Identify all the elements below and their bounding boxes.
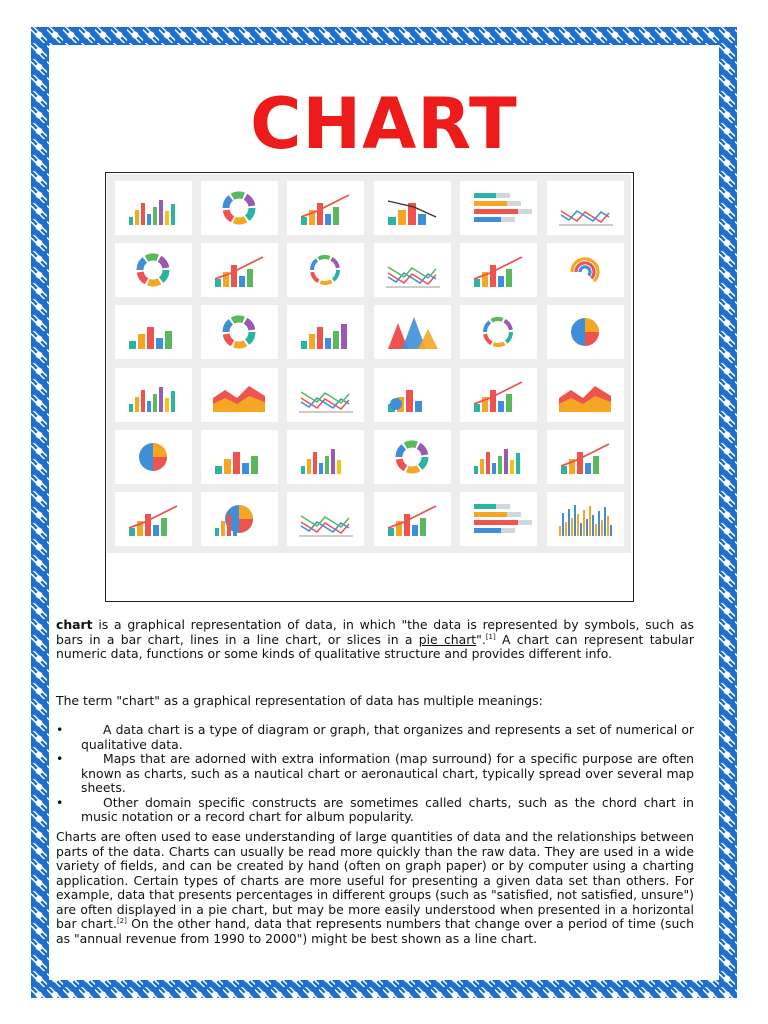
stacked-area-chart-icon <box>547 368 624 422</box>
radial-chart-icon <box>547 243 624 297</box>
donut-chart-icon <box>201 181 278 235</box>
bar-line-chart-icon <box>460 368 537 422</box>
multi-line-chart-icon <box>374 243 451 297</box>
list-item <box>56 796 694 825</box>
rising-bar-chart-icon <box>201 243 278 297</box>
dense-bar-chart-icon <box>547 492 624 546</box>
grid-line-chart-icon <box>287 368 364 422</box>
meanings-intro: The term "chart" as a graphical representation of data has multiple meanings: <box>56 693 543 708</box>
bullet-mark: • <box>56 794 64 810</box>
stacked-column-chart-icon <box>287 305 364 359</box>
multi-line-chart-icon <box>287 492 364 546</box>
list-item <box>56 752 694 796</box>
list-item-text: Other domain specific constructs are sometimes called charts, such as the chord chart in music notation or a record chart for album popularity. <box>81 794 694 824</box>
column-chart-icon <box>201 430 278 484</box>
reference-1[interactable]: [1] <box>485 632 496 641</box>
intro-text: is a graphical representation of data, in which "the data is represented by symbols, such as bars in a bar chart, lines in a line chart, or slices in a <box>56 617 694 647</box>
list-item-text: A data chart is a type of diagram or graph, that organizes and represents a set of numerical or qualitative data. <box>81 722 694 752</box>
small-bar-chart-icon <box>287 430 364 484</box>
list-item <box>56 723 694 752</box>
chart-icons-grid <box>107 174 631 553</box>
intro-term: chart <box>56 617 93 632</box>
line-chart-icon <box>547 181 624 235</box>
intro-after-link: ". <box>476 631 486 647</box>
bar-chart-icon <box>460 430 537 484</box>
stacked-bar-chart-icon <box>460 181 537 235</box>
bar-chart-icon <box>115 368 192 422</box>
bullet-mark: • <box>56 722 64 737</box>
bar-line-chart-icon <box>547 430 624 484</box>
intro-text-rest: A chart can represent tabular numeric data, functions or some kinds of qualitative structure and provides different info. <box>56 631 694 661</box>
bar-pie-chart-icon <box>374 368 451 422</box>
bar-line-chart-icon <box>374 492 451 546</box>
pie-chart-link[interactable]: pie chart <box>418 631 477 647</box>
donut-chart-icon <box>374 430 451 484</box>
donut-chart-icon <box>115 243 192 297</box>
donut-chart-icon <box>201 305 278 359</box>
page-title: CHART <box>250 83 518 165</box>
pie-chart-icon <box>115 430 192 484</box>
pie-bar-chart-icon <box>201 492 278 546</box>
bar-chart-icon <box>115 181 192 235</box>
horizontal-bar-chart-icon <box>460 492 537 546</box>
meanings-list <box>56 723 694 825</box>
chart-icons-illustration <box>105 172 634 602</box>
bar-trend-chart-icon <box>374 181 451 235</box>
list-item-text: Maps that are adorned with extra information (map surround) for a specific purpose are often known as charts, such as a nautical chart or aeronautical chart, typically spread over several map sheets. <box>81 751 694 795</box>
intro-paragraph <box>56 618 694 662</box>
closing-paragraph <box>56 830 694 946</box>
column-chart-icon <box>115 305 192 359</box>
bar-line-chart-icon <box>115 492 192 546</box>
bullet-mark: • <box>56 751 64 766</box>
rising-bar-chart-icon <box>287 181 364 235</box>
closing-text: Charts are often used to ease understanding of large quantities of data and the relationships between parts of the data. Charts can usually be read more quickly than the raw data. They are used in a wide variety of fields, and can be created by hand (often on graph paper) or by computer using a charting application. Certain types of charts are more useful for presenting a given data set than others. For example, data that presents percentages in different groups (such as "satisfied, not satisfied, unsure") are often displayed in a pie chart, but may be more easily understood when presented in a horizontal bar chart. <box>56 829 694 931</box>
pie-chart-icon <box>547 305 624 359</box>
area-chart-icon <box>201 368 278 422</box>
reference-2[interactable]: [2] <box>116 916 127 925</box>
closing-text-rest: On the other hand, data that represents numbers that change over a period of time (such as "annual revenue from 1990 to 2000") might be best shown as a line chart. <box>56 916 694 946</box>
ring-chart-icon <box>460 305 537 359</box>
bar-arrow-chart-icon <box>460 243 537 297</box>
ring-chart-icon <box>287 243 364 297</box>
triangle-chart-icon <box>374 305 451 359</box>
